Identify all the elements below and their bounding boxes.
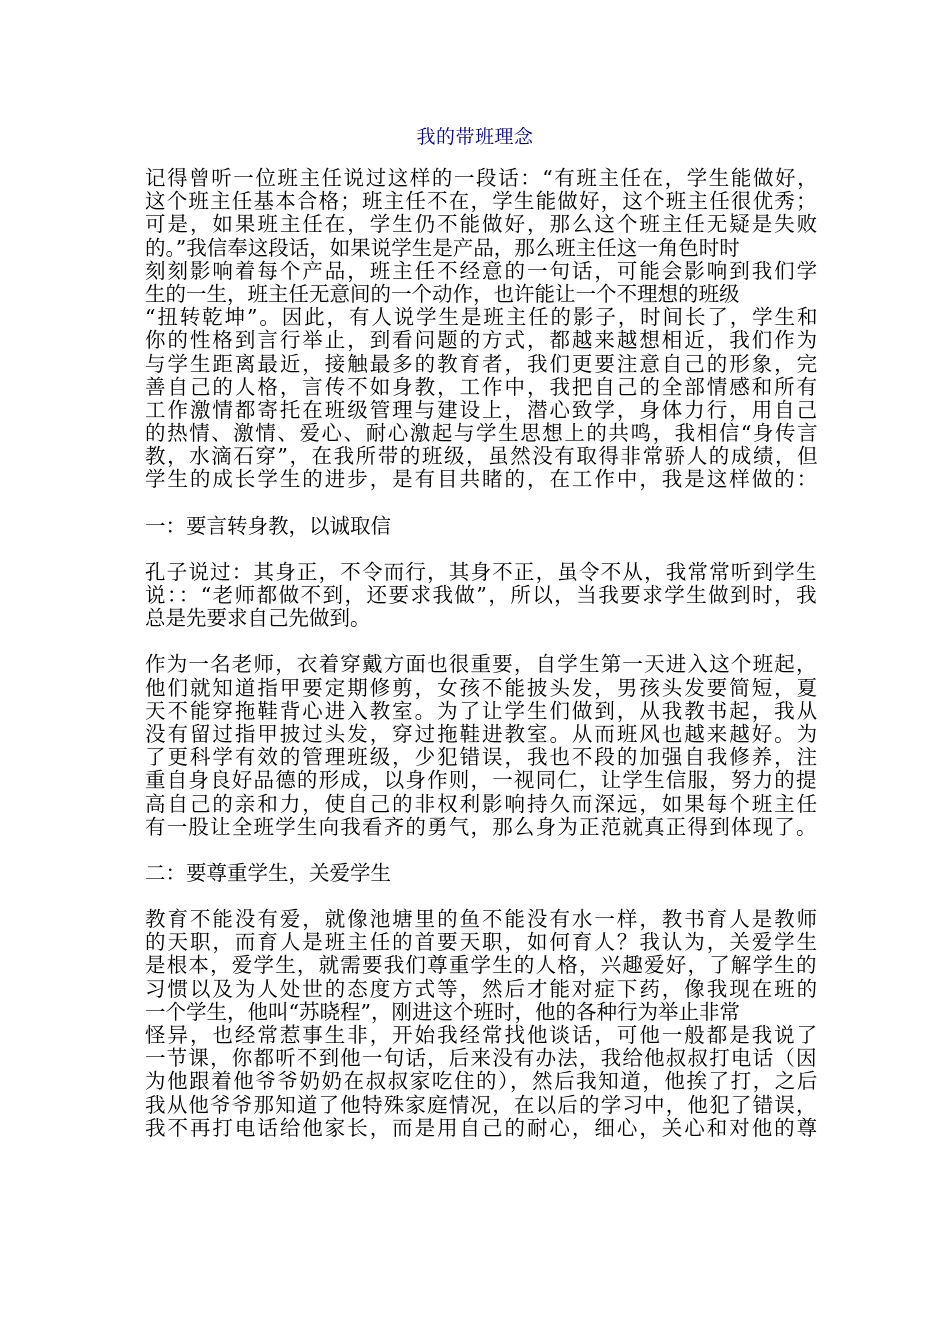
text-line: 的天职，而育人是班主任的首要天职，如何育人？我认为，关爱学生	[145, 930, 820, 955]
text-line: 总是先要求自己先做到。	[145, 606, 371, 631]
paragraph	[145, 907, 820, 1140]
text-line: 有一股让全班学生向我看齐的勇气，那么身为正范就真正得到体现了。	[145, 814, 818, 839]
page-title: 我的带班理念	[416, 126, 534, 148]
text-line: 一：要言转身教，以诚取信	[145, 513, 391, 538]
text-line: 怪异，也经常惹事生非，开始我经常找他谈话，可他一般都是我说了	[145, 1023, 820, 1047]
section-heading	[145, 515, 817, 538]
text-line: 二：要尊重学生，关爱学生	[145, 860, 391, 885]
text-line: 你的性格到言行举止，到看问题的方式，都越来越想相近，我们作为	[145, 328, 820, 353]
text-line: “扭转乾坤”。因此，有人说学生是班主任的影子，时间长了，学生和	[145, 305, 820, 330]
text-line: 记得曾听一位班主任说过这样的一段话：“有班主任在，学生能做好，	[145, 166, 820, 190]
text-line: 生的一生，班主任无意间的一个动作，也许能让一个不理想的班级	[145, 281, 740, 306]
text-line: 习惯以及为人处世的态度方式等，然后才能对症下药，像我现在班的	[145, 976, 820, 1001]
text-line: 了更科学有效的管理班级，少犯错误，我也不段的加强自我修养，注	[145, 745, 820, 770]
text-line: 的。”我信奉这段话，如果说学生是产品，那么班主任这一角色时时	[145, 235, 740, 260]
text-line: 天不能穿拖鞋背心进入教室。为了让学生们做到，从我教书起，我从	[145, 698, 820, 723]
text-line: 与学生距离最近，接触最多的教育者，我们更要注意自己的形象，完	[145, 351, 820, 376]
text-line: 作为一名老师，衣着穿戴方面也很重要，自学生第一天进入这个班起，	[145, 652, 818, 677]
paragraph	[145, 652, 820, 839]
text-line: 是根本，爱学生，就需要我们尊重学生的人格，兴趣爱好，了解学生的	[145, 953, 818, 978]
document-body	[145, 166, 820, 1163]
section-heading	[145, 862, 817, 885]
text-line: 善自己的人格，言传不如身教，工作中，我把自己的全部情感和所有	[145, 374, 820, 399]
paragraph	[145, 166, 820, 492]
text-line: 教育不能没有爱，就像池塘里的鱼不能没有水一样，教书育人是教师	[145, 907, 820, 932]
text-line: 孔子说过：其身正，不令而行，其身不正，虽令不从，我常常听到学生	[145, 559, 818, 584]
text-line: 为他跟着他爷爷奶奶在叔叔家吃住的），然后我知道，他挨了打，之后	[145, 1069, 819, 1094]
text-line: 这个班主任基本合格；班主任不在，学生能做好，这个班主任很优秀；	[145, 189, 818, 214]
text-line: 高自己的亲和力，使自己的非权利影响持久而深远，如果每个班主任	[145, 791, 820, 816]
text-line: 教，水滴石穿”，在我所带的班级，虽然没有取得非常骄人的成绩，但	[145, 444, 820, 469]
text-line: 他们就知道指甲要定期修剪，女孩不能披头发，男孩头发要简短，夏	[145, 675, 820, 700]
text-line: 我不再打电话给他家长，而是用自己的耐心，细心，关心和对他的尊	[145, 1115, 820, 1140]
text-line: 学生的成长学生的进步，是有目共睹的，在工作中，我是这样做的：	[145, 467, 820, 492]
text-line: 一节课，你都听不到他一句话，后来没有办法，我给他叔叔打电话（因	[145, 1046, 818, 1071]
text-line: 可是，如果班主任在，学生仍不能做好，那么这个班主任无疑是失败	[145, 212, 820, 237]
text-line: 说：：“老师都做不到，还要求我做”，所以，当我要求学生做到时，我	[145, 583, 819, 607]
text-line: 没有留过指甲披过头发，穿过拖鞋进教室。从而班风也越来越好。为	[145, 721, 820, 746]
text-line: 一个学生，他叫“苏晓程”，刚进这个班时，他的各种行为举止非常	[145, 999, 740, 1024]
text-line: 重自身良好品德的形成，以身作则，一视同仁，让学生信服，努力的提	[145, 768, 818, 793]
text-line: 刻刻影响着每个产品，班主任不经意的一句话，可能会影响到我们学	[145, 258, 820, 283]
text-line: 的热情、激情、爱心、耐心激起与学生思想上的共鸣，我相信“身传言	[145, 421, 820, 446]
text-line: 工作激情都寄托在班级管理与建设上，潜心致学，身体力行，用自己	[145, 397, 820, 422]
paragraph	[145, 561, 817, 631]
text-line: 我从他爷爷那知道了他特殊家庭情况，在以后的学习中，他犯了错误，	[145, 1092, 818, 1117]
